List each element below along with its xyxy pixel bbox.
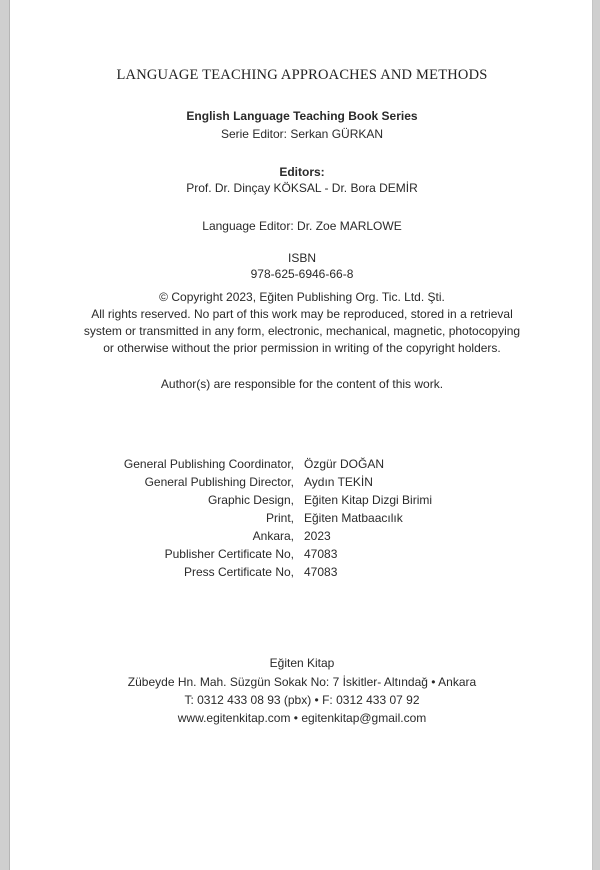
credit-value: 47083 <box>304 565 338 579</box>
credit-row <box>10 491 594 509</box>
isbn-number: 978-625-6946-66-8 <box>250 267 354 281</box>
responsibility-note: Author(s) are responsible for the content of this work. <box>160 377 444 391</box>
credit-row <box>10 473 594 491</box>
editors-heading: Editors: <box>279 165 325 179</box>
credit-row <box>10 509 594 527</box>
credit-row <box>10 455 594 473</box>
credit-label: Print, <box>265 511 294 525</box>
credit-label: Press Certificate No, <box>183 565 294 579</box>
isbn-label: ISBN <box>287 251 316 265</box>
rights-text-line-2: system or transmitted in any form, electronic, mechanical, magnetic, photocopying <box>83 324 521 338</box>
publisher-name: Eğiten Kitap <box>269 656 335 670</box>
credit-value: Aydın TEKİN <box>304 475 373 489</box>
credit-value: 2023 <box>304 529 331 543</box>
credit-row <box>10 563 594 581</box>
credit-label: Graphic Design, <box>207 493 294 507</box>
publisher-web: www.egitenkitap.com • egitenkitap@gmail.com <box>177 711 427 725</box>
rights-text-line-1: All rights reserved. No part of this work may be reproduced, stored in a retrieval <box>91 307 513 321</box>
copyright-line: © Copyright 2023, Eğiten Publishing Org. Tic. Ltd. Şti. <box>159 290 445 304</box>
credit-value: Eğiten Kitap Dizgi Birimi <box>304 493 433 507</box>
credit-value: Özgür DOĞAN <box>304 457 385 471</box>
credit-label: Publisher Certificate No, <box>164 547 294 561</box>
rights-text-line-3: or otherwise without the prior permission in writing of the copyright holders. <box>103 341 501 355</box>
publisher-phone: T: 0312 433 08 93 (pbx) • F: 0312 433 07 92 <box>184 693 420 707</box>
book-title: LANGUAGE TEACHING APPROACHES AND METHODS <box>116 67 488 83</box>
publisher-address: Zübeyde Hn. Mah. Süzgün Sokak No: 7 İskitler- Altındağ • Ankara <box>127 675 477 689</box>
language-editor: Language Editor: Dr. Zoe MARLOWE <box>202 219 402 233</box>
credit-row <box>10 545 594 563</box>
credit-row <box>10 527 594 545</box>
editors-names: Prof. Dr. Dinçay KÖKSAL - Dr. Bora DEMİR <box>186 181 418 195</box>
credit-label: General Publishing Director, <box>144 475 294 489</box>
credit-label: Ankara, <box>252 529 294 543</box>
series-editor: Serie Editor: Serkan GÜRKAN <box>220 127 384 141</box>
document-page <box>9 0 593 870</box>
series-name: English Language Teaching Book Series <box>186 109 418 123</box>
credit-value: Eğiten Matbaacılık <box>304 511 403 525</box>
credit-value: 47083 <box>304 547 338 561</box>
credit-label: General Publishing Coordinator, <box>123 457 294 471</box>
